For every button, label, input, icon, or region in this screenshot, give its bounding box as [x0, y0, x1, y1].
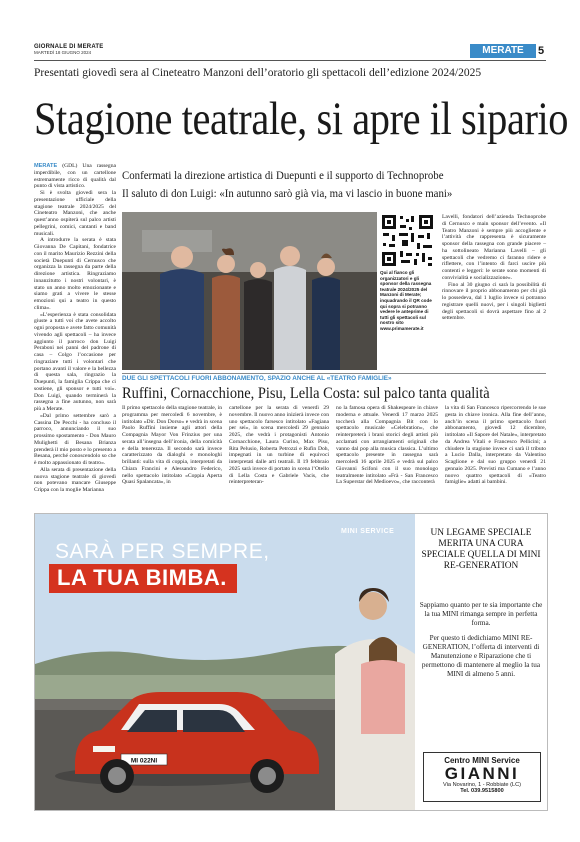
- ad-offer-title: UN LEGAME SPECIALE MERITA UNA CURA SPECIALE QUELLA DI MINI RE-GENERATION: [421, 528, 541, 571]
- masthead: [34, 44, 104, 55]
- qr-code-icon: [380, 213, 435, 268]
- ad-description-2: Per questo ti dedichiamo MINI RE-GENERATION, l’offerta di interventi di Manutenzione e Riparazione che ti permettono di mantenere al meglio la tua MINI di almeno 5 anni.: [421, 634, 541, 678]
- article-subhead-2: Il saluto di don Luigi: «In autunno sarò già via, ma vi lascio in buone mani»: [122, 186, 453, 200]
- ad-description: [419, 601, 543, 679]
- page-number: 5: [538, 45, 545, 57]
- section2-column-4: la vita di San Francesco ripercorrendo le sue gesta in chiave ironica. Alla fine dell’anno, anch’in scena il primo spettacolo fuori abbonamento, giovedì 12 dicembre, intitolato «Il Sapore del Natale», interpretato da Andrea Vitali e Francesco Pellicini; a chiudere la stagione invece ci sarà il tributo a Lucio Dalla, interpretato da Valentino Scaglione e dal suo gruppo venerdì 21 gennaio 2025. Previsti ma Cumano e l’anno nuovo quattro spettacoli di «Teatro famiglie» adatti ai bambini.: [445, 405, 546, 486]
- ad-headline-2: LA TUA BIMBA.: [49, 564, 237, 593]
- dealer-label: Centro MINI Service: [444, 756, 520, 765]
- mini-advertisement[interactable]: [34, 513, 548, 811]
- paragraph: A introdurre la serata è stata Giovanna De Capitani, fondatrice con il marito Maurizio Rezzini della società Duepunti di Cernusco che organizza la rassegna da parte della direzione artistica. Ringraziamo innanzitutto i nostri volontari, è stato un anno molto emozionante e siamo grati a vivere le stesse emozioni qui a teatro in questo clima».: [34, 237, 116, 311]
- paragraph: Si è svolta giovedì sera la presentazione ufficiale della stagione teatrale 2024/2025 del Cineteatro Manzoni, che anche quest’anno ospiterà sul palco artisti pellegrini, comici, cantanti e band musicali.: [34, 190, 116, 237]
- issue-date: MARTEDÌ 18 GIUGNO 2024: [34, 50, 92, 55]
- article-headline: Stagione teatrale, si apre il sipario: [34, 93, 569, 145]
- article-kicker: Presentati giovedì sera al Cineteatro Manzoni dell’oratorio gli spettacoli dell’edizione 2024/2025: [34, 67, 482, 79]
- qr-code[interactable]: [380, 213, 435, 268]
- paragraph: Fino al 30 giugno ci sarà la possibilità di rinnovare il proprio abbonamento per chi già lo possedeva, dal 1 luglio invece si potranno registrare quelli nuovi, per i singoli biglietti degli spettacoli si dovrà aspettare fino al 2 settembre.: [442, 281, 546, 322]
- paragraph: Lavelli, fondatori dell’azienda Technoprobe di Cernusco e main sponsor dell’evento. «Il Teatro Manzoni è sempre più accogliente e l’attività che rappresenta è sicuramente sponsor della rassegna con grande piacere – ha sottolineato Marianna Lavelli – gli spettacoli che vedremo ci faranno ridere e riflettere, con l’intento di farci uscire più contenti e leggeri: le serate sono momenti di convivialità e socializzazione».: [442, 214, 546, 281]
- section2-title: Ruffini, Cornacchione, Pisu, Lella Costa: sul palco tanta qualità: [122, 385, 490, 402]
- dealer-name: GIANNI: [444, 764, 520, 783]
- dealer-phone[interactable]: Tel. 039.9515800: [460, 788, 504, 794]
- paragraph: «Dal primo settembre sarò a Cassina De Pecchi - ha concluso il parroco, annunciando il suo prossimo spostamento - Don Mauro Mulighetti di Besana Brianza prenderà il mio posto e lo presento a Besana, perché conoscendolo so che è molto appassionato di teatro».: [34, 412, 116, 466]
- section-tag: MERATE: [470, 44, 536, 58]
- dateline: MERATE: [34, 163, 58, 169]
- header-divider: [34, 60, 546, 61]
- article-subhead-1: Confermati la direzione artistica di Duepunti e il supporto di Technoprobe: [122, 168, 444, 182]
- group-photo-illustration: [122, 212, 377, 370]
- paragraph: Alla serata di presentazione della nuova stagione teatrale di giovedì non potevano mancare Giuseppe Crippa con la moglie Marianna: [34, 466, 116, 493]
- section2-column-3: no la famosa opera di Shakespeare in chiave moderna e attuale. Venerdì 17 marzo 2025 toccherà alla Compagnia Bit con lo spettacolo musicale «Celebration», che reinterpreterà i brani storici degli artisti più acclamati con arrangiamenti originali che vanno dal pop alla musica classica. L’ultimo spettacolo presente in rassegna sarà mercoledì 16 aprile 2025 e vedrà sul palco Giovanni Scifoni con il suo monologo teatralmente intitolato «Frà - San Francesco La Superstar del Medioevo», che racconterà: [336, 405, 438, 486]
- license-plate: MI 022NI: [130, 757, 158, 765]
- group-photo: [122, 212, 377, 370]
- article-column-1: [34, 163, 116, 494]
- paragraph: (GDL) Una rassegna imperdibile, con un cartellone estremamente ricco di qualità dal punto di vista artistico.: [34, 163, 116, 190]
- paragraph: «L’esperienza è stata consolidata giuste a tutti voi che avete accolto ogni proposta e avete fatto comunità vivendo agli spettacoli – ha invece aggiunto il parroco don Luigi Peraboni nei panni del padrone di casa – Colgo l’occasione per ringraziare tutti i volontari che portano avanti il valore e la bellezza di questa sala, ringrazio la Duepunti, la famiglia Crippa che ci sostiene, gli sponsor e tutti voi». Don Luigi, quando terminerà la rassegna a fine autunno, non sarà più a Merate.: [34, 311, 116, 412]
- ad-headline-1: SARÀ PER SEMPRE,: [55, 540, 270, 563]
- photo-caption: Qui al fianco gli organizzatori e gli sponsor della rassegna teatrale 2024/2025 del Manzoni di Merate; inquadrando il QR code qui sopra si potranno vedere le anteprime di tutti gli spettacoli sul nostro sito www.primamerate.it: [380, 270, 432, 331]
- dealer-box[interactable]: [423, 752, 541, 802]
- ad-service-label: MINI SERVICE: [341, 528, 395, 535]
- article-column-3: [442, 214, 546, 322]
- dealer-address: Via Novarino, 1 - Robbiate (LC): [443, 782, 521, 788]
- section2-label: DUE GLI SPETTACOLI FUORI ABBONAMENTO, SPAZIO ANCHE AL «TEATRO FAMIGLIE»: [122, 375, 392, 382]
- ad-description-1: Sappiamo quanto per te sia importante che la tua MINI rimanga sempre in perfetta forma.: [419, 601, 543, 627]
- section-divider: [122, 373, 546, 374]
- section2-column-2: cartellone per la serata di venerdì 29 novembre. Il nuovo anno inizierà invece con uno spettacolo farsesco intitolato «Fagiana per sei», in scena mercoledì 29 gennaio 2025, che vedrà i protagonisti Antonio Cornacchione, Laura Curino, Max Pisu, Rita Pelusio, Roberta Petrozzi e Rufin Doh, impegnati in un turbine di equivoci interpretati dalle arti teatrali. Il 19 febbraio 2025 sarà invece di portato in scena l’Otello di Lella Costa e Gabriele Vacis, che reinterpreteran-: [229, 405, 329, 486]
- section2-column-1: Il primo spettacolo della stagione teatrale, in programma per mercoledì 6 novembre, è intitolato «Dir. Don Dorso» e vedrà in scena Paolo Ruffini insieme agli attori della Compagnia Mayor Von Frinzius per una serata all’insegna dell’ironia, della comicità e della tenerezza. Il secondo sarà invece caratterizzato da dialoghi e monologhi brillanti: sulla vita di coppia, interpretati da Chiara Francini e Alessandro Federico, nello spettacolo intitolato «Coppia Aperta Quasi Spalancata», in: [122, 405, 222, 486]
- paper-name: GIORNALE DI MERATE: [34, 44, 104, 50]
